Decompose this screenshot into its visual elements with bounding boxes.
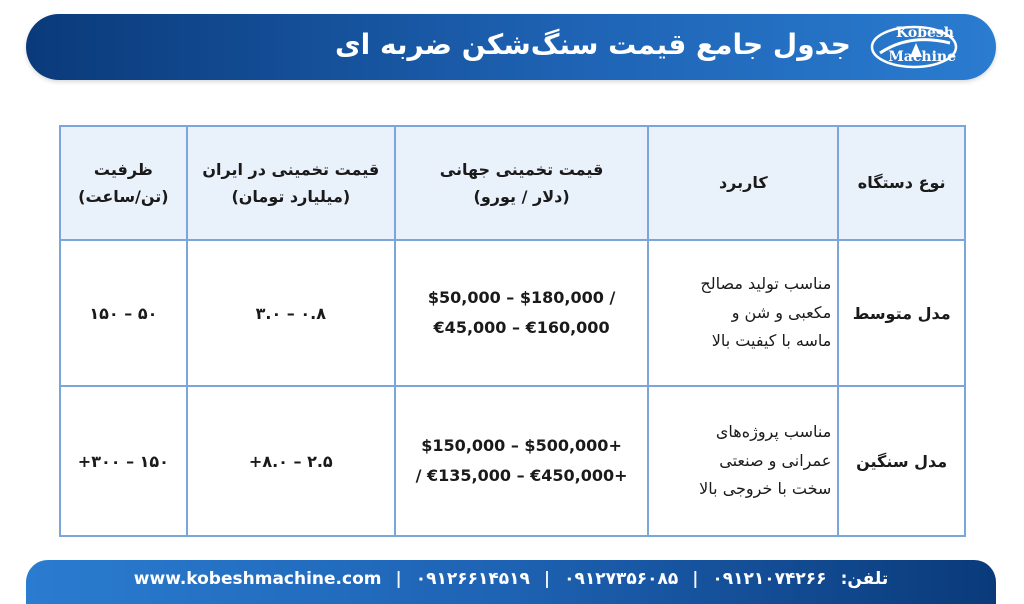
header-usage: کاربرد [648, 126, 838, 240]
separator: | [692, 569, 699, 589]
price-table [59, 125, 966, 537]
separator: | [543, 569, 551, 589]
global-price-cell: $150,000 – $500,000+ / €135,000 – €450,000+ [395, 386, 648, 536]
usage-cell: مناسب تولید مصالح مکعبی و شن و ماسه با کیفیت بالا [648, 240, 838, 386]
table-header-row [60, 126, 965, 240]
header-capacity: ظرفیت (تن/ساعت) [60, 126, 187, 240]
separator: | [395, 569, 402, 589]
logo-text: Machine [888, 49, 956, 65]
header-device-type: نوع دستگاه [838, 126, 965, 240]
capacity-cell: ۱۵۰ – ۳۰۰+ [60, 386, 187, 536]
header-iran-price: قیمت تخمینی در ایران (میلیارد تومان) [187, 126, 395, 240]
table-row [60, 240, 965, 386]
phone-number-3[interactable]: ۰۹۱۲۶۶۱۴۵۱۹ [415, 569, 530, 589]
logo-text: Kobesh [896, 25, 954, 41]
usage-cell: مناسب پروژه‌های عمرانی و صنعتی سخت با خروجی بالا [648, 386, 838, 536]
footer-banner [26, 560, 996, 604]
iran-price-cell: ۲.۵ – ۸.۰+ [187, 386, 395, 536]
iran-price-cell: ۰.۸ – ۳.۰ [187, 240, 395, 386]
page-title: جدول جامع قیمت سنگ‌شکن ضربه ای [334, 28, 851, 61]
global-price-cell: $50,000 – $180,000 / €45,000 – €160,000 [395, 240, 648, 386]
price-table-container [59, 125, 966, 520]
contact-info [26, 569, 996, 589]
capacity-cell: ۵۰ – ۱۵۰ [60, 240, 187, 386]
table-row [60, 386, 965, 536]
header-banner [26, 14, 996, 80]
website-link[interactable]: www.kobeshmachine.com [133, 569, 382, 589]
phone-number-1[interactable]: ۰۹۱۲۱۰۷۴۲۶۶ [712, 569, 827, 589]
kobesh-machine-logo[interactable] [870, 23, 960, 71]
phone-number-2[interactable]: ۰۹۱۲۷۳۵۶۰۸۵ [564, 569, 679, 589]
header-global-price: قیمت تخمینی جهانی (دلار / یورو) [395, 126, 648, 240]
device-type-cell: مدل متوسط [838, 240, 965, 386]
device-type-cell: مدل سنگین [838, 386, 965, 536]
phone-label: تلفن: [840, 569, 889, 589]
